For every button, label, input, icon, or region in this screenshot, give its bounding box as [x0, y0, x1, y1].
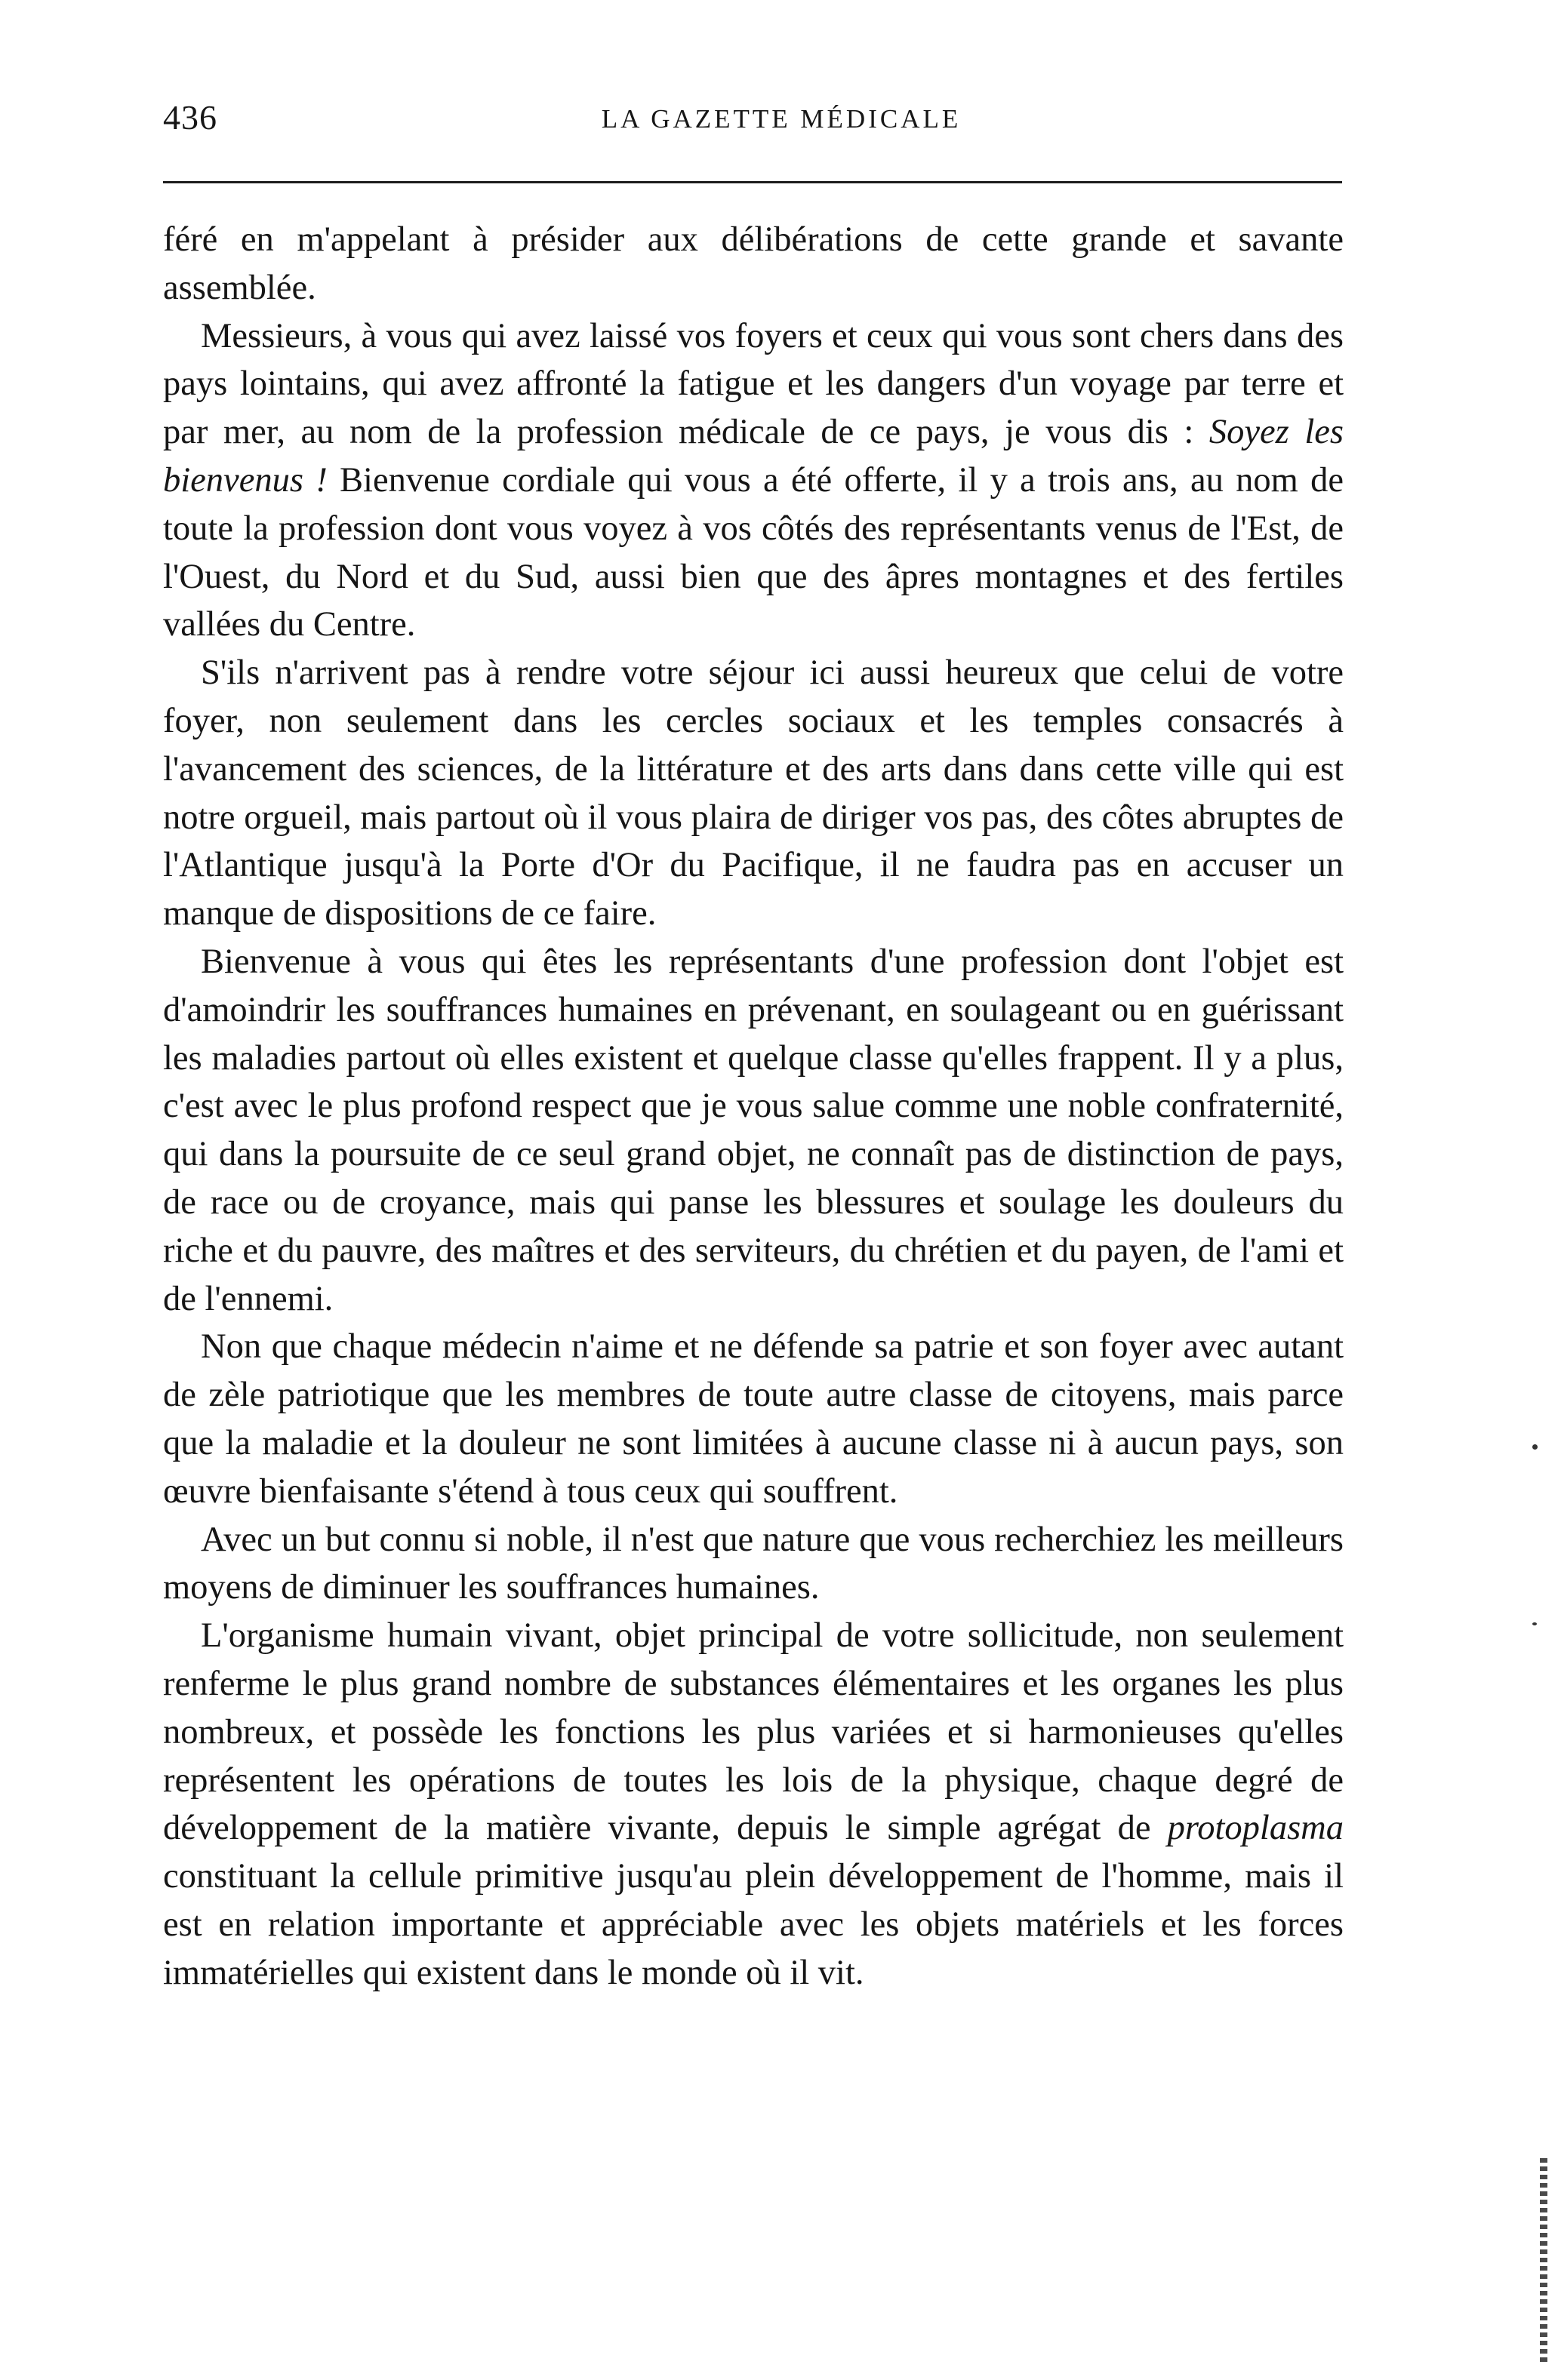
paragraph [163, 1516, 1344, 1613]
text-run: constituant la cellule primitive jusqu'au plein développement de l'homme, mais il est en relation importante et appréciable avec les objets matériels et les forces immatérielles qui existent dans le monde où il vit. [163, 1857, 1344, 1992]
text-run: Messieurs, à vous qui avez laissé vos foyers et ceux qui vous sont chers dans des pays lointains, qui avez affronté la fatigue et les dangers d'un voyage par terre et par mer, au nom de la profession médicale de ce pays, je vous dis : [163, 316, 1344, 452]
header-rule [163, 181, 1342, 183]
paragraph [163, 1612, 1344, 1997]
paragraph [163, 1323, 1344, 1515]
text-run: Non que chaque médecin n'aime et ne défende sa patrie et son foyer avec autant de zèle patriotique que les membres de toute autre classe de citoyens, mais parce que la maladie et la douleur ne sont limitées à aucune classe ni à aucun pays, son œuvre bienfaisante s'étend à tous ceux qui souffrent. [163, 1327, 1344, 1511]
text-run: L'organisme humain vivant, objet principal de votre sollicitude, non seulement renferme le plus grand nombre de substances élémentaires et les organes les plus nombreux, et possède les fonctions les plus variées et si harmonieuses qu'elles représentent les opérations de toutes les lois de la physique, chaque degré de développement de la matière vivante, depuis le simple agrégat de [163, 1616, 1344, 1848]
paragraph [163, 312, 1344, 650]
margin-speck [1532, 1444, 1538, 1450]
italic-phrase: protoplasma [1167, 1809, 1344, 1848]
margin-speck [1532, 1622, 1537, 1625]
italic-phrase: Soyez les bienvenus ! [163, 413, 1344, 500]
text-run: Bienvenue à vous qui êtes les représentants d'une profession dont l'objet est d'amoindrir les souffrances humaines en prévenant, en soulageant ou en guérissant les maladies partout où elles existent et quelque classe qu'elles frappent. Il y a plus, c'est avec le plus profond respect que je vous salue comme une noble confraternité, qui dans la poursuite de ce seul grand objet, ne connaît pas de distinction de pays, de race ou de croyance, mais qui panse les blessures et soulage les douleurs du riche et du pauvre, des maîtres et des serviteurs, du chrétien et du payen, de l'ami et de l'ennemi. [163, 942, 1344, 1318]
text-run: S'ils n'arrivent pas à rendre votre séjour ici aussi heureux que celui de votre foyer, non seulement dans les cercles sociaux et les temples consacrés à l'avancement des sciences, de la littérature et des arts dans dans cette ville qui est notre orgueil, mais partout où il vous plaira de diriger vos pas, des côtes abruptes de l'Atlantique jusqu'à la Porte d'Or du Pacifique, il ne faudra pas en accuser un manque de dispositions de ce faire. [163, 653, 1344, 933]
text-run: Bienvenue cordiale qui vous a été offerte, il y a trois ans, au nom de toute la profession dont vous voyez à vos côtés des représentants venus de l'Est, de l'Ouest, du Nord et du Sud, aussi bien que des âpres montagnes et des fertiles vallées du Centre. [163, 460, 1344, 644]
text-run: Avec un but connu si noble, il n'est que nature que vous recherchiez les meilleurs moyens de diminuer les souffrances humaines. [163, 1520, 1344, 1607]
paragraph [163, 216, 1344, 312]
paragraph [163, 938, 1344, 1323]
paragraph [163, 649, 1344, 938]
text-run: féré en m'appelant à présider aux délibérations de cette grande et savante assemblée. [163, 220, 1344, 307]
article-body [163, 216, 1344, 1997]
page-number: 436 [163, 98, 217, 137]
running-head: LA GAZETTE MÉDICALE [601, 104, 962, 134]
page-edge-mark [1540, 2158, 1547, 2362]
